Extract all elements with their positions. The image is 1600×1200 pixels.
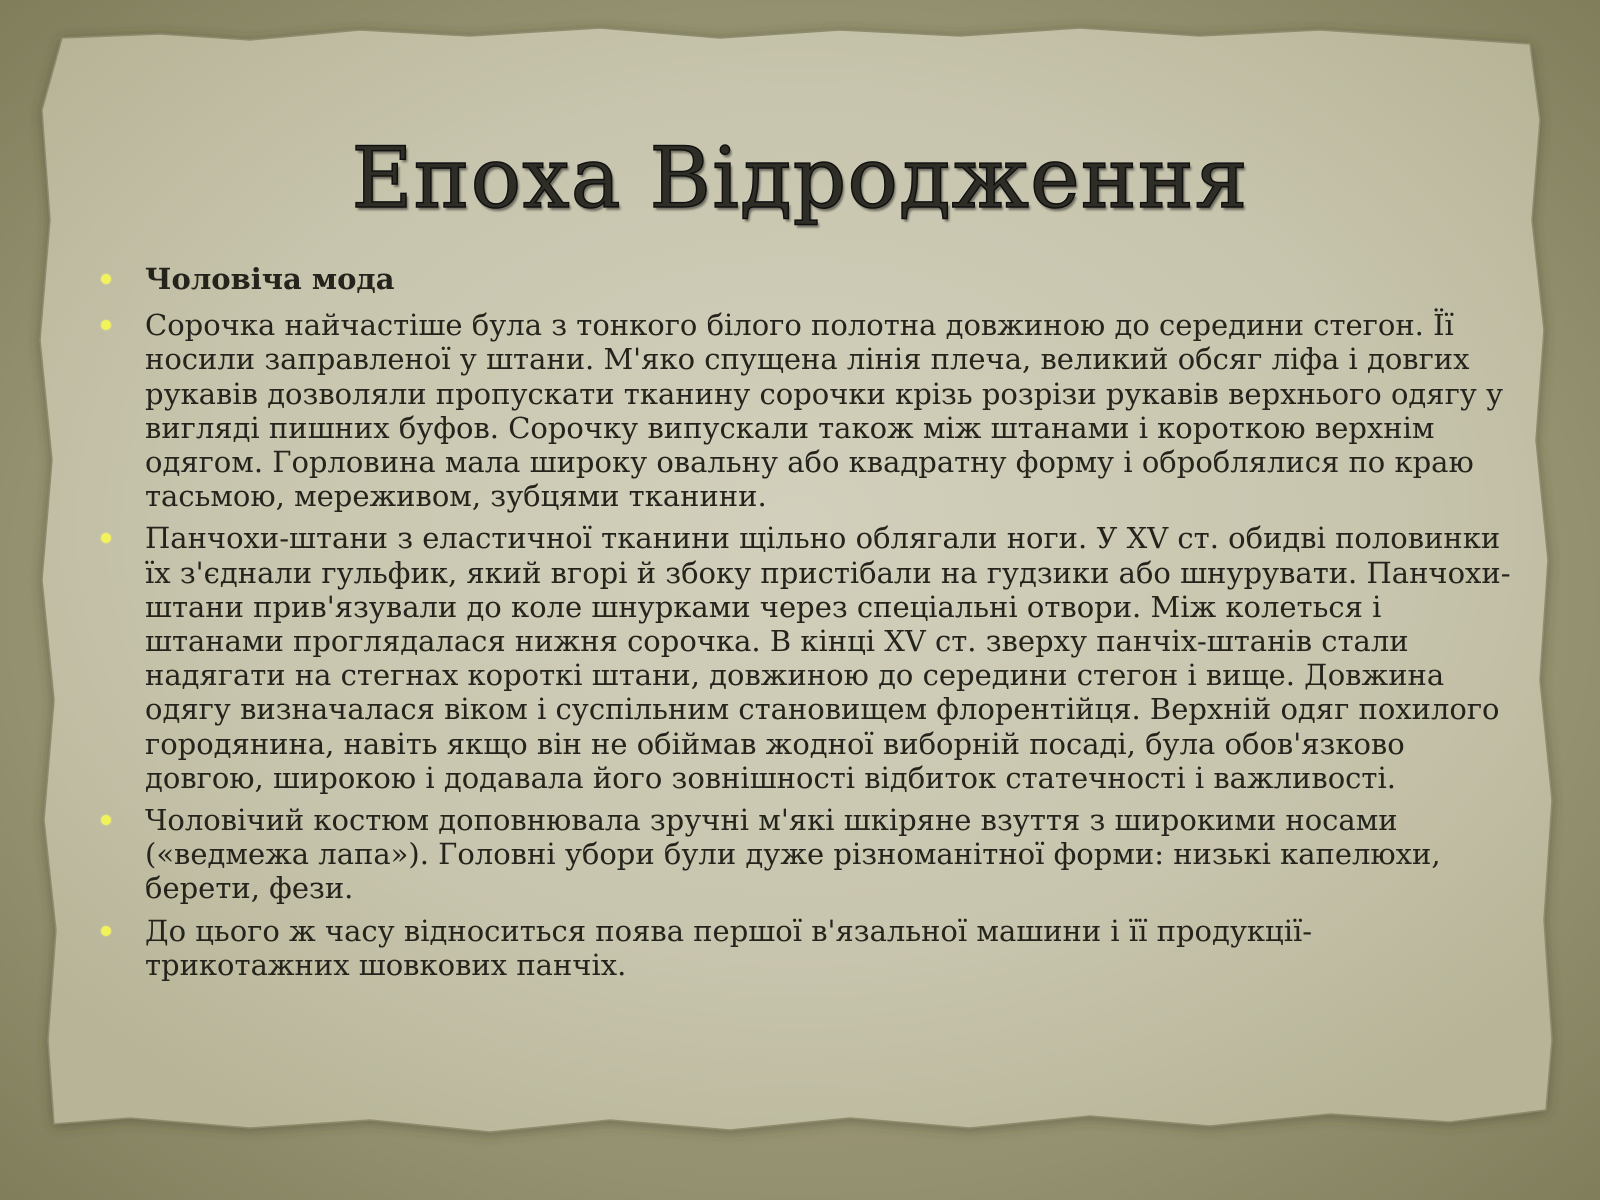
bullet-list <box>96 262 1516 982</box>
list-item <box>96 803 1516 906</box>
bullet-dot-icon <box>101 320 111 330</box>
list-item-text: Сорочка найчастіше була з тонкого білого полотна довжиною до середини стегон. Її носили заправленої у штани. М'яко спущена лінія плеча, великий обсяг ліфа і довгих рукавів дозволяли пропускати тканину сорочки крізь розрізи рукавів верхнього одягу у вигляді пишних буфов. Сорочку випускали також між штанами і короткою верхнім одягом. Горловина мала широку овальну або квадратну форму і оброблялися по краю тасьмою, мереживом, зубцями тканини. <box>145 308 1504 514</box>
bullet-dot-icon <box>101 815 111 825</box>
bullet-dot-icon <box>101 274 111 284</box>
list-item <box>96 262 1516 296</box>
bullet-dot-icon <box>101 533 111 543</box>
list-item-text: До цього ж часу відноситься поява першої в'язальної машини і її продукції-трикотажних шовкових панчіх. <box>145 913 1313 982</box>
slide-title: Епоха Відродження <box>351 129 1249 227</box>
list-item <box>96 914 1516 982</box>
list-item-text: Панчохи-штани з еластичної тканини щільно облягали ноги. У XV ст. обидві половинки їх з'єднали гульфик, який вгорі й збоку пристібали на гудзики або шнурувати. Панчохи-штани прив'язували до коле шнурками через спеціальні отвори. Між колеться і штанами проглядалася нижня сорочка. В кінці XV ст. зверху панчіх-штанів стали надягати на стегнах короткі штани, довжиною до середини стегон і вище. Довжина одягу визначалася віком і суспільним становищем флорентійця. Верхній одяг похилого городянина, навіть якщо він не обіймав жодної виборній посаді, була обов'язково довгою, широкою і додавала його зовнішності відбиток статечності і важливості. <box>145 521 1511 795</box>
list-item <box>96 521 1516 795</box>
list-item-text: Чоловічий костюм доповнювала зручні м'які шкіряне взуття з широкими носами («ведмежа лапа»). Головні убори були дуже різноманітної форми: низькі капелюхи, берети, фези. <box>145 803 1441 906</box>
list-item <box>96 308 1516 513</box>
list-item-text: Чоловіча мода <box>145 262 395 296</box>
bullet-list-container <box>96 262 1516 990</box>
bullet-dot-icon <box>101 926 111 936</box>
